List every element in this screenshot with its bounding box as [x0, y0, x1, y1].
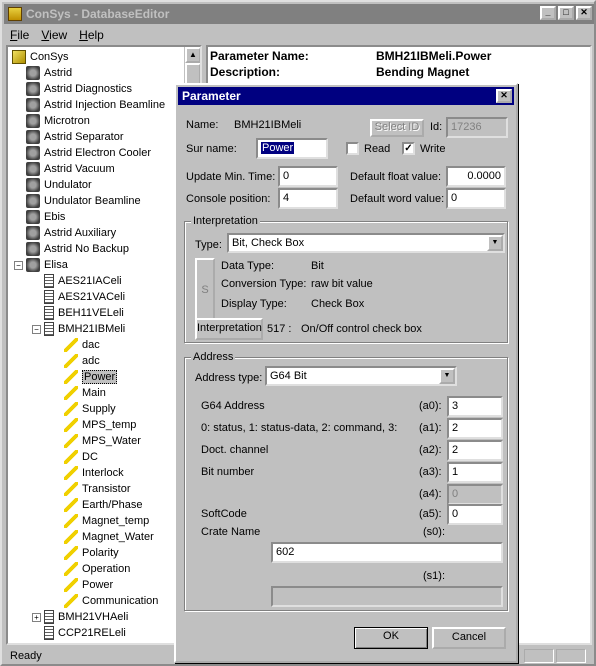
default-float-label: Default float value: [350, 171, 442, 183]
folder-icon [12, 50, 26, 64]
s1-code: (s1): [423, 570, 445, 582]
window-titlebar [4, 4, 594, 24]
display-type-value: Check Box [311, 298, 365, 310]
data-type-label: Data Type: [221, 260, 274, 272]
tree-item-label: Elisa [44, 259, 68, 271]
address-row-field[interactable]: 1 [447, 462, 503, 483]
tree-item-label: MPS_temp [82, 419, 137, 431]
interpretation-group-title: Interpretation [193, 215, 258, 227]
tree-item-label: AES21VACeli [58, 291, 126, 303]
address-row-field[interactable]: 2 [447, 418, 503, 439]
interpretation-code: 517 : [267, 323, 292, 335]
tree-item[interactable] [64, 369, 117, 385]
tree-item-label: Supply [82, 403, 116, 415]
tree-item-label: Communication [82, 595, 159, 607]
read-checkbox[interactable] [346, 142, 359, 155]
tree-item[interactable] [64, 417, 136, 433]
name-label: Name: [186, 119, 219, 131]
tree-item-label: BEH11VELeli [58, 307, 124, 319]
tree-item-label: Power [84, 371, 116, 383]
collapse-icon[interactable]: − [14, 261, 23, 270]
dialog-title: Parameter [182, 89, 241, 103]
tree-item[interactable] [64, 449, 98, 465]
tree-item[interactable] [64, 465, 124, 481]
address-row-code: (a1): [419, 422, 442, 434]
tree-item-label: DC [82, 451, 98, 463]
surname-value: Power [262, 142, 294, 154]
status-panel-1 [524, 649, 554, 663]
tree-item-label: dac [82, 339, 100, 351]
select-id-button[interactable]: Select ID [370, 119, 424, 137]
address-row-label: Doct. channel [201, 444, 269, 456]
node-icon [26, 82, 40, 96]
pencil-icon [64, 514, 78, 528]
console-position-field[interactable]: 4 [278, 188, 338, 209]
node-icon [26, 66, 40, 80]
status-text: Ready [10, 650, 42, 662]
tree-item-label: CCP21RELeli [58, 627, 126, 639]
default-word-label: Default word value: [350, 193, 445, 205]
tree-item[interactable] [26, 65, 72, 81]
tree-item-label: Magnet_Water [82, 531, 154, 543]
tree-item-label: Astrid Auxiliary [44, 227, 117, 239]
tree-item-label: Astrid No Backup [44, 243, 129, 255]
s-button[interactable]: S [195, 258, 215, 322]
tree-item[interactable] [26, 161, 115, 177]
node-icon [26, 210, 40, 224]
tree-item[interactable] [64, 593, 158, 609]
address-row-code: (a3): [419, 466, 442, 478]
console-position-label: Console position: [186, 193, 271, 205]
tree-item[interactable] [26, 97, 165, 113]
pencil-icon [64, 450, 78, 464]
tree-item[interactable] [64, 353, 100, 369]
update-time-field[interactable]: 0 [278, 166, 338, 187]
tree-item[interactable] [64, 529, 154, 545]
tree-item[interactable] [64, 433, 141, 449]
node-icon [26, 98, 40, 112]
tree-item-label: Astrid Injection Beamline [44, 99, 166, 111]
default-float-field[interactable]: 0.0000 [446, 166, 506, 187]
node-icon [26, 226, 40, 240]
chevron-down-icon[interactable]: ▼ [487, 235, 503, 251]
tree-item[interactable] [26, 145, 151, 161]
tree-item-label: Microtron [44, 115, 90, 127]
type-value: Bit, Check Box [232, 237, 305, 249]
pencil-icon [64, 418, 78, 432]
maximize-button[interactable]: □ [558, 6, 574, 20]
tree-item-label: MPS_Water [82, 435, 141, 447]
dev-icon [44, 610, 54, 624]
dev-icon [44, 306, 54, 320]
pencil-icon [64, 402, 78, 416]
node-icon [26, 114, 40, 128]
node-icon [26, 242, 40, 256]
tree-item[interactable] [64, 577, 113, 593]
type-combo[interactable] [227, 233, 505, 253]
dialog-titlebar [178, 87, 514, 105]
scroll-up-arrow[interactable]: ▲ [185, 47, 201, 63]
ok-button[interactable]: OK [354, 627, 428, 649]
display-type-label: Display Type: [221, 298, 287, 310]
menu-view[interactable]: View [41, 27, 68, 42]
address-row-field[interactable]: 3 [447, 396, 503, 417]
surname-field[interactable] [256, 138, 328, 159]
tree-item-label: Magnet_temp [82, 515, 150, 527]
tree-item-label: Transistor [82, 483, 131, 495]
tree-item-label: Ebis [44, 211, 66, 223]
tree-item[interactable] [26, 257, 68, 273]
tree-view[interactable] [6, 45, 202, 645]
tree-item[interactable] [26, 81, 132, 97]
interpretation-button[interactable]: Interpretation [195, 318, 263, 340]
address-row-field[interactable]: 0 [447, 504, 503, 525]
tree-item[interactable] [26, 241, 129, 257]
pencil-icon [64, 578, 78, 592]
conversion-type-label: Conversion Type: [221, 278, 307, 290]
node-icon [26, 194, 40, 208]
expand-icon[interactable]: + [32, 613, 41, 622]
id-label: Id: [430, 121, 443, 133]
interpretation-description: On/Off control check box [301, 323, 422, 335]
tree-item-label: Astrid Separator [44, 131, 124, 143]
interpretation-group [184, 215, 508, 343]
tree-item[interactable] [44, 289, 125, 305]
tree-item-label: Astrid Electron Cooler [44, 147, 151, 159]
chevron-down-icon[interactable]: ▼ [439, 368, 455, 384]
tree-item[interactable] [44, 625, 126, 641]
tree-item[interactable] [64, 513, 149, 529]
tree-item-label: BMH21VHAeli [58, 611, 129, 623]
address-group-title: Address [193, 351, 234, 363]
tree-item[interactable] [44, 321, 125, 337]
tree-item-label: BMH21IBMeli [58, 323, 126, 335]
pencil-icon [64, 354, 78, 368]
node-icon [26, 130, 40, 144]
pencil-icon [64, 386, 78, 400]
name-value: BMH21IBMeli [234, 119, 302, 131]
node-icon [26, 146, 40, 160]
dev-icon [44, 626, 54, 640]
close-button[interactable]: ✕ [576, 6, 592, 20]
tree-item[interactable] [26, 209, 65, 225]
pencil-icon [64, 482, 78, 496]
type-label: Type: [195, 239, 222, 251]
tree-item-label: Operation [82, 563, 131, 575]
minimize-button[interactable]: _ [540, 6, 556, 20]
dev-icon [44, 290, 54, 304]
description-value: Bending Magnet [376, 65, 470, 79]
s0-code: (s0): [423, 526, 445, 538]
s1-field [271, 586, 503, 607]
tree-item[interactable] [26, 113, 90, 129]
write-label: Write [420, 143, 446, 155]
conversion-type-value: raw bit value [311, 278, 373, 290]
tree-item[interactable] [64, 561, 130, 577]
tree-item-label: Astrid [44, 67, 73, 79]
address-row-label: 0: status, 1: status-data, 2: command, 3: [201, 422, 398, 434]
tree-item[interactable] [64, 481, 131, 497]
window-title: ConSys - DatabaseEditor [26, 7, 170, 21]
parameter-dialog [174, 83, 518, 663]
s0-field[interactable]: 602 [271, 542, 503, 563]
address-row-label: Bit number [201, 466, 255, 478]
crate-name-label: Crate Name [201, 526, 261, 538]
tree-item-label: Interlock [82, 467, 124, 479]
address-row-field[interactable]: 2 [447, 440, 503, 461]
address-row-code: (a5): [419, 508, 442, 520]
address-row-code: (a2): [419, 444, 442, 456]
app-icon [8, 7, 22, 21]
tree-item[interactable] [44, 273, 122, 289]
tree-item[interactable] [64, 545, 119, 561]
tree-item[interactable] [44, 609, 128, 625]
address-type-label: Address type: [195, 372, 263, 384]
dev-icon [44, 274, 54, 288]
node-icon [26, 162, 40, 176]
pencil-icon [64, 594, 78, 608]
node-icon [26, 178, 40, 192]
read-label: Read [364, 143, 391, 155]
tree-item[interactable] [12, 49, 69, 65]
address-row-label: G64 Address [201, 400, 265, 412]
pencil-icon [64, 562, 78, 576]
tree-item[interactable] [26, 193, 141, 209]
tree-item-label: Undulator Beamline [44, 195, 141, 207]
tree-item[interactable] [64, 385, 106, 401]
pencil-icon [64, 434, 78, 448]
menu-help[interactable]: Help [79, 27, 104, 42]
cancel-button[interactable]: Cancel [432, 627, 506, 649]
address-type-combo[interactable] [265, 366, 457, 386]
pencil-icon [64, 370, 78, 384]
address-row-label: SoftCode [201, 508, 247, 520]
data-type-value: Bit [311, 260, 324, 272]
address-type-value: G64 Bit [270, 370, 307, 382]
default-word-field[interactable]: 0 [446, 188, 506, 209]
tree-item[interactable] [64, 497, 143, 513]
tree-item-label: Astrid Vacuum [44, 163, 115, 175]
param-name-value: BMH21IBMeli.Power [376, 49, 492, 63]
tree-item-label: ConSys [30, 51, 69, 63]
tree-item[interactable] [44, 305, 124, 321]
collapse-icon[interactable]: − [32, 325, 41, 334]
menu-file[interactable]: File [10, 27, 30, 42]
tree-item-label: Power [82, 579, 114, 591]
address-row-code: (a4): [419, 488, 442, 500]
tree-item[interactable] [26, 129, 123, 145]
pencil-icon [64, 338, 78, 352]
address-group [184, 351, 508, 611]
pencil-icon [64, 498, 78, 512]
tree-item-label: Undulator [44, 179, 92, 191]
tree-item[interactable] [26, 177, 92, 193]
tree-item[interactable] [64, 401, 116, 417]
tree-item-label: Main [82, 387, 106, 399]
status-panel-2 [556, 649, 586, 663]
tree-item-label: Earth/Phase [82, 499, 143, 511]
pencil-icon [64, 546, 78, 560]
tree-item[interactable] [64, 337, 100, 353]
address-row-code: (a0): [419, 400, 442, 412]
description-label: Description: [210, 65, 281, 79]
tree-item-label: Astrid Diagnostics [44, 83, 133, 95]
tree-item-label: AES21IACeli [58, 275, 122, 287]
menubar [4, 25, 594, 44]
dialog-close-button[interactable]: ✕ [496, 89, 512, 103]
address-row-field: 0 [447, 484, 503, 505]
tree-item-label: Polarity [82, 547, 119, 559]
tree-item-label: adc [82, 355, 100, 367]
pencil-icon [64, 466, 78, 480]
write-checkbox[interactable]: ✓ [402, 142, 415, 155]
surname-label: Sur name: [186, 143, 237, 155]
pencil-icon [64, 530, 78, 544]
update-time-label: Update Min. Time: [186, 171, 276, 183]
node-icon [26, 258, 40, 272]
param-name-label: Parameter Name: [210, 49, 309, 63]
id-field: 17236 [446, 117, 508, 138]
dev-icon [44, 322, 54, 336]
tree-item[interactable] [26, 225, 116, 241]
